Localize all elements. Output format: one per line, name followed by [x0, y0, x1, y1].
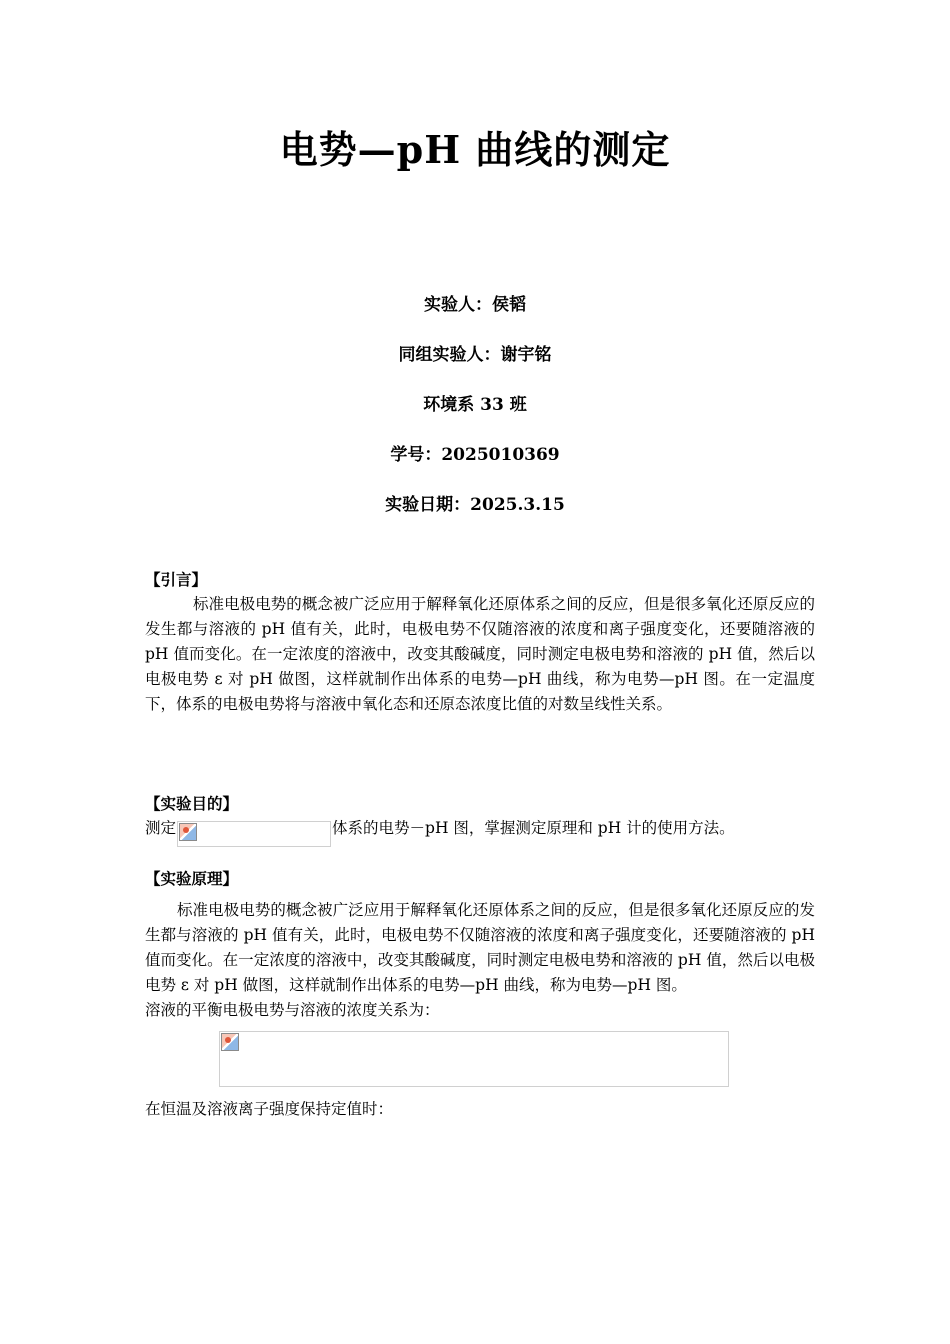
broken-image-icon	[221, 1033, 239, 1051]
student-id-line: 学号：2025010369	[390, 445, 560, 465]
partner-line: 同组实验人：谢宇铭	[398, 345, 552, 365]
experimenter-line: 实验人：侯韬	[424, 295, 526, 315]
intro-section	[145, 567, 815, 717]
intro-paragraph: 标准电极电势的概念被广泛应用于解释氧化还原体系之间的反应，但是很多氧化还原反应的发生都与溶液的 pH 值有关，此时，电极电势不仅随溶液的浓度和离子强度变化，还要随溶液的 pH 值而变化。在一定浓度的溶液中，改变其酸碱度，同时测定电极电势和溶液的 pH 值，然后以电极电势 ε 对 pH 做图，这样就制作出体系的电势—pH 曲线，称为电势—pH 图。在一定温度下，体系的电极电势将与溶液中氧化态和还原态浓度比值的对数呈线性关系。	[145, 595, 815, 713]
purpose-text-before: 测定	[145, 819, 177, 837]
document-title: 电势—pH 曲线的测定	[279, 127, 671, 172]
equation-intro-text: 溶液的平衡电极电势与溶液的浓度关系为：	[145, 1001, 440, 1019]
inline-formula-image	[177, 821, 331, 847]
intro-heading: 【引言】	[145, 570, 208, 589]
principle-section	[145, 866, 815, 1122]
purpose-paragraph	[145, 816, 815, 847]
class-line: 环境系 33 班	[423, 395, 527, 415]
equation-image	[219, 1031, 729, 1087]
constant-condition-text: 在恒温及溶液离子强度保持定值时：	[145, 1100, 394, 1118]
purpose-text-after: 体系的电势－pH 图，掌握测定原理和 pH 计的使用方法。	[332, 819, 735, 837]
broken-image-icon	[179, 823, 197, 841]
author-info-block	[0, 290, 950, 540]
purpose-heading: 【实验目的】	[145, 794, 239, 813]
principle-paragraph: 标准电极电势的概念被广泛应用于解释氧化还原体系之间的反应，但是很多氧化还原反应的发生都与溶液的 pH 值有关，此时，电极电势不仅随溶液的浓度和离子强度变化，还要随溶液的 pH 值而变化。在一定浓度的溶液中，改变其酸碱度，同时测定电极电势和溶液的 pH 值，然后以电极电势 ε 对 pH 做图，这样就制作出体系的电势—pH 曲线，称为电势—pH 图。	[145, 901, 815, 994]
date-line: 实验日期：2025.3.15	[385, 495, 565, 515]
purpose-section	[145, 791, 815, 847]
principle-heading: 【实验原理】	[145, 869, 239, 888]
